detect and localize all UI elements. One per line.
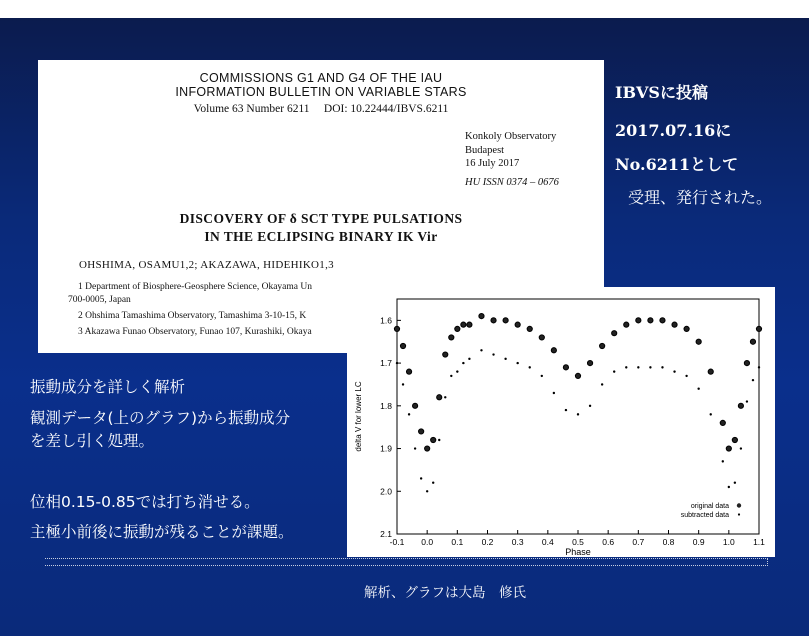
paper-volume-line: Volume 63 Number 6211 DOI: 10.22444/IBVS.6211 bbox=[193, 103, 449, 115]
paper-authors: OHSHIMA, OSAMU1,2; AKAZAWA, HIDEHIKO1,3 bbox=[79, 259, 334, 271]
point-original bbox=[406, 369, 411, 374]
point-subtracted bbox=[722, 460, 724, 462]
point-subtracted bbox=[492, 353, 494, 355]
point-subtracted bbox=[673, 370, 675, 372]
point-subtracted bbox=[685, 375, 687, 377]
point-subtracted bbox=[697, 388, 699, 390]
y-tick-label: 1.6 bbox=[380, 315, 392, 326]
x-tick-label: 0.9 bbox=[692, 537, 705, 547]
point-original bbox=[419, 429, 424, 434]
x-tick-label: 0.6 bbox=[602, 537, 615, 547]
point-original bbox=[720, 420, 725, 425]
point-original bbox=[467, 322, 472, 327]
point-original bbox=[503, 318, 508, 323]
paper-observatory: Konkoly Observatory bbox=[465, 131, 557, 142]
point-subtracted bbox=[752, 379, 754, 381]
left-text-line2: 観測データ(上のグラフ)から振動成分 bbox=[30, 409, 291, 427]
point-original bbox=[413, 403, 418, 408]
x-tick-label: 0.5 bbox=[572, 537, 584, 547]
x-axis-label: Phase bbox=[565, 547, 591, 557]
point-subtracted bbox=[456, 370, 458, 372]
point-subtracted bbox=[661, 366, 663, 368]
point-original bbox=[449, 335, 454, 340]
x-tick-label: 0.2 bbox=[481, 537, 494, 547]
right-text-line2: 2017.07.16に bbox=[615, 121, 732, 140]
point-subtracted bbox=[758, 366, 760, 368]
point-subtracted bbox=[529, 366, 531, 368]
point-original bbox=[563, 365, 568, 370]
point-subtracted bbox=[450, 375, 452, 377]
point-subtracted bbox=[438, 439, 440, 441]
x-tick-label: 0.1 bbox=[451, 537, 464, 547]
point-original bbox=[394, 326, 399, 331]
y-tick-label: 2.1 bbox=[380, 529, 392, 539]
point-subtracted bbox=[480, 349, 482, 351]
point-original bbox=[708, 369, 713, 374]
point-original bbox=[660, 318, 665, 323]
point-original bbox=[732, 437, 737, 442]
paper-affiliation-1b: 700-0005, Japan bbox=[68, 295, 131, 305]
paper-affiliation-2: 2 Ohshima Tamashima Observatory, Tamashima 3-10-15, K bbox=[78, 311, 307, 321]
left-text-line4: 位相0.15-0.85では打ち消せる。 bbox=[30, 493, 260, 511]
point-subtracted bbox=[541, 375, 543, 377]
light-curve-svg bbox=[347, 287, 775, 557]
paper-header-line1: COMMISSIONS G1 AND G4 OF THE IAU bbox=[199, 71, 443, 85]
point-original bbox=[551, 348, 556, 353]
point-original bbox=[648, 318, 653, 323]
point-original bbox=[624, 322, 629, 327]
point-subtracted bbox=[504, 358, 506, 360]
point-subtracted bbox=[746, 400, 748, 402]
x-tick-label: 0.4 bbox=[541, 537, 554, 547]
point-subtracted bbox=[468, 358, 470, 360]
point-subtracted bbox=[553, 392, 555, 394]
point-subtracted bbox=[420, 477, 422, 479]
point-subtracted bbox=[734, 482, 736, 484]
point-subtracted bbox=[613, 370, 615, 372]
point-original bbox=[455, 326, 460, 331]
x-tick-label: 0.7 bbox=[632, 537, 645, 547]
legend-label: subtracted data bbox=[680, 512, 729, 519]
point-original bbox=[491, 318, 496, 323]
point-subtracted bbox=[414, 447, 416, 449]
plot-frame bbox=[397, 299, 759, 534]
point-subtracted bbox=[402, 383, 404, 385]
point-subtracted bbox=[589, 405, 591, 407]
left-text-line3: を差し引く処理。 bbox=[30, 432, 155, 450]
point-subtracted bbox=[408, 413, 410, 415]
point-original bbox=[756, 326, 761, 331]
point-subtracted bbox=[565, 409, 567, 411]
point-original bbox=[672, 322, 677, 327]
point-original bbox=[750, 339, 755, 344]
point-subtracted bbox=[637, 366, 639, 368]
point-subtracted bbox=[625, 366, 627, 368]
point-original bbox=[600, 343, 605, 348]
paper-city: Budapest bbox=[465, 145, 505, 156]
right-text-line4: 受理、発行された。 bbox=[628, 188, 773, 207]
x-tick-label: -0.1 bbox=[389, 537, 405, 547]
point-original bbox=[443, 352, 448, 357]
dotted-divider bbox=[45, 558, 768, 566]
point-original bbox=[575, 373, 580, 378]
point-subtracted bbox=[426, 490, 428, 492]
light-curve-chart bbox=[347, 287, 775, 557]
x-tick-label: 0.8 bbox=[662, 537, 675, 547]
point-subtracted bbox=[601, 383, 603, 385]
point-subtracted bbox=[740, 447, 742, 449]
paper-title-line1: DISCOVERY OF δ SCT TYPE PULSATIONS bbox=[179, 211, 463, 226]
paper-issn: HU ISSN 0374 – 0676 bbox=[465, 177, 559, 188]
x-tick-label: 1.0 bbox=[722, 537, 735, 547]
point-original bbox=[738, 403, 743, 408]
point-subtracted bbox=[577, 413, 579, 415]
y-tick-label: 1.8 bbox=[380, 400, 392, 411]
paper-affiliation-1: 1 Department of Biosphere-Geosphere Science, Okayama Un bbox=[78, 282, 312, 292]
right-text-line1: IBVSに投稿 bbox=[615, 83, 708, 102]
point-original bbox=[684, 326, 689, 331]
point-original bbox=[425, 446, 430, 451]
point-subtracted bbox=[710, 413, 712, 415]
paper-title-line2: IN THE ECLIPSING BINARY IK Vir bbox=[204, 229, 438, 244]
point-subtracted bbox=[444, 396, 446, 398]
point-original bbox=[461, 322, 466, 327]
point-original bbox=[431, 437, 436, 442]
point-original bbox=[515, 322, 520, 327]
y-tick-label: 1.9 bbox=[380, 443, 392, 454]
point-subtracted bbox=[649, 366, 651, 368]
point-original bbox=[744, 360, 749, 365]
point-subtracted bbox=[728, 486, 730, 488]
x-tick-label: 0.0 bbox=[421, 537, 434, 547]
point-original bbox=[539, 335, 544, 340]
y-axis-label: delta V for lower LC bbox=[354, 381, 363, 452]
point-original bbox=[479, 313, 484, 318]
legend-label: original data bbox=[690, 503, 729, 510]
point-original bbox=[696, 339, 701, 344]
paper-date: 16 July 2017 bbox=[465, 158, 520, 169]
left-text-line1: 振動成分を詳しく解析 bbox=[30, 378, 186, 396]
point-original bbox=[527, 326, 532, 331]
point-subtracted bbox=[516, 362, 518, 364]
point-original bbox=[726, 446, 731, 451]
point-subtracted bbox=[432, 482, 434, 484]
right-text-line3: No.6211として bbox=[615, 155, 739, 174]
point-subtracted bbox=[396, 362, 398, 364]
top-bar bbox=[0, 0, 809, 18]
point-subtracted bbox=[462, 362, 464, 364]
y-tick-label: 2.0 bbox=[380, 486, 392, 497]
legend-marker bbox=[737, 503, 741, 507]
point-original bbox=[636, 318, 641, 323]
paper-affiliation-3: 3 Akazawa Funao Observatory, Funao 107, Kurashiki, Okaya bbox=[78, 327, 312, 337]
paper-header-line2: INFORMATION BULLETIN ON VARIABLE STARS bbox=[175, 85, 467, 99]
y-tick-label: 1.7 bbox=[380, 358, 392, 369]
legend-marker bbox=[738, 513, 740, 515]
x-tick-label: 1.1 bbox=[753, 537, 765, 547]
point-original bbox=[437, 395, 442, 400]
credit-text: 解析、グラフは大島 修氏 bbox=[364, 585, 526, 601]
left-text-line5: 主極小前後に振動が残ることが課題。 bbox=[30, 523, 294, 541]
point-original bbox=[612, 331, 617, 336]
x-tick-label: 0.3 bbox=[511, 537, 524, 547]
point-original bbox=[587, 360, 592, 365]
point-original bbox=[400, 343, 405, 348]
